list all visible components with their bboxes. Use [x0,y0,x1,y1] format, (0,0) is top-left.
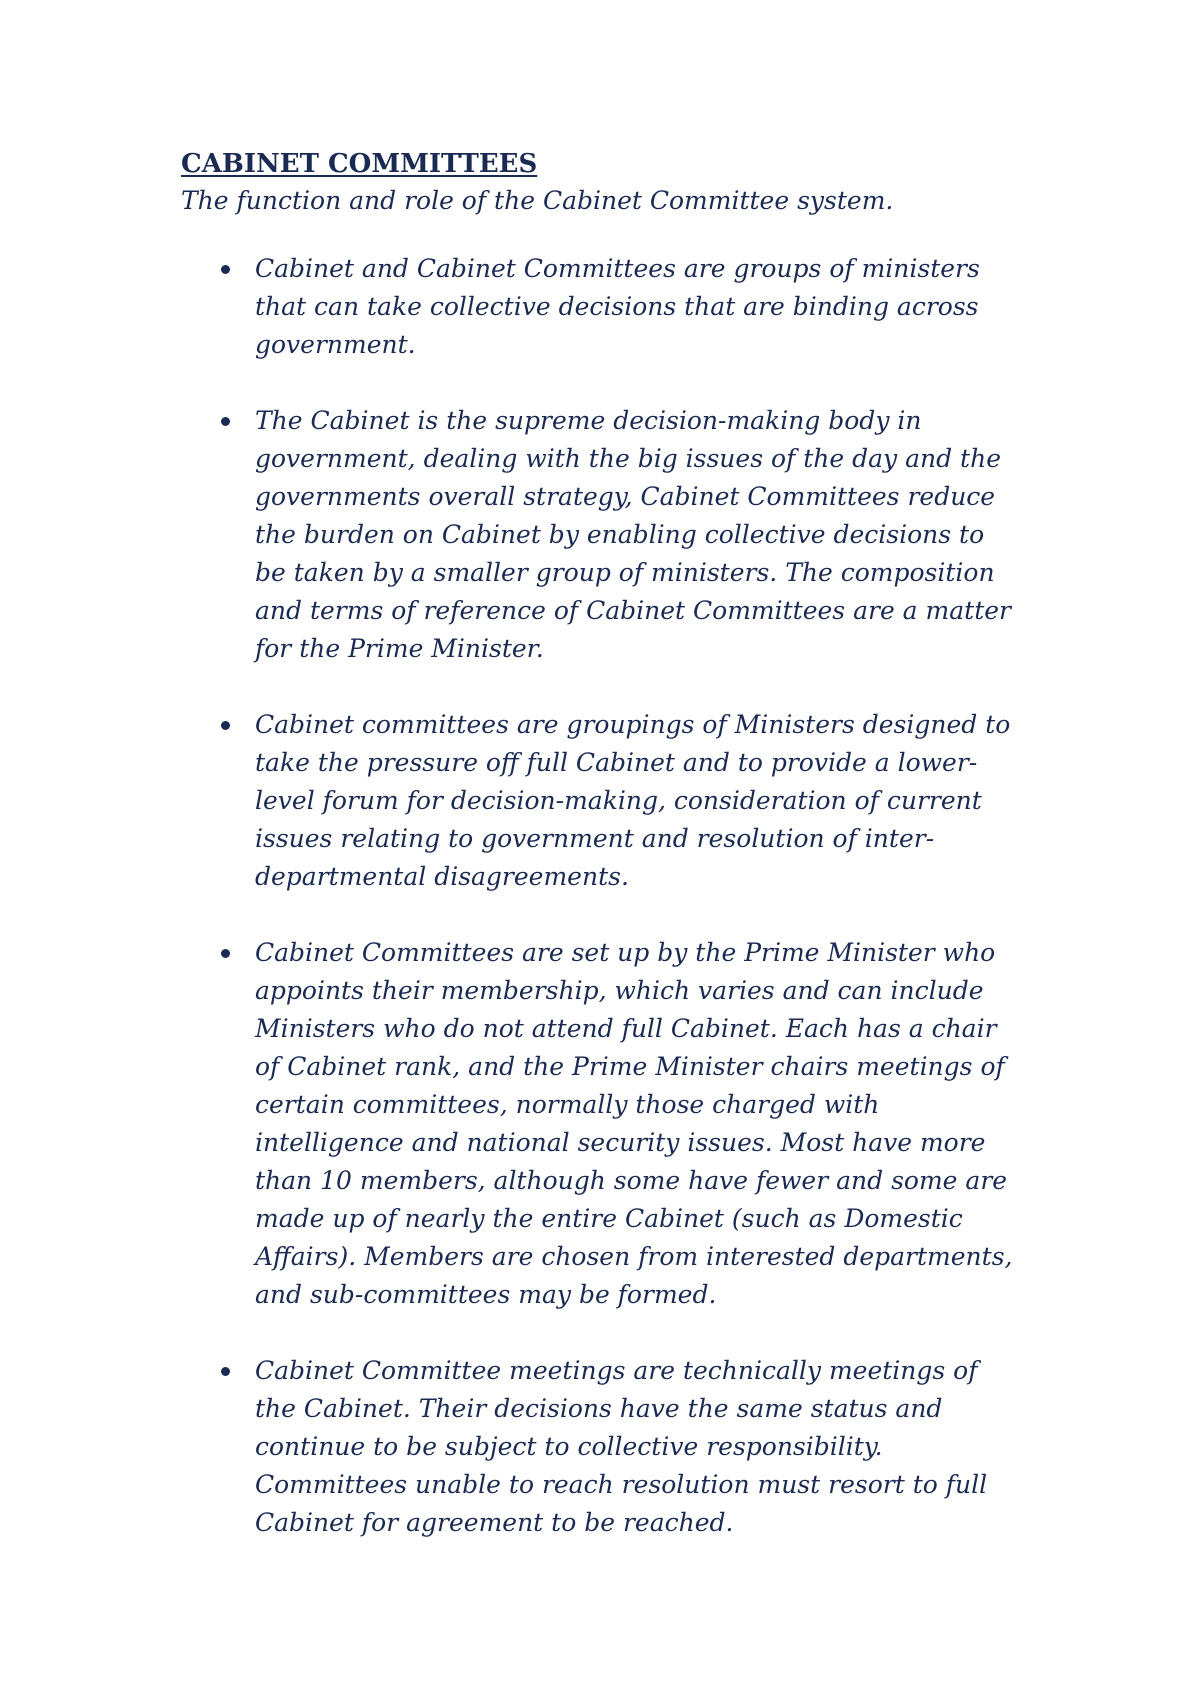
bullet-item [181,706,1020,896]
bullet-text: Cabinet committees are groupings of Ministers designed to take the pressure off full Cabinet and to provide a lower-level forum for decision-making, consideration of current issues relating to government and resolution of inter-departmental disagreements. [255,710,1011,891]
bullet-item [181,402,1020,668]
document-body [181,146,1041,1580]
page-title: CABINET COMMITTEES [181,149,538,179]
bullet-item [181,1352,1020,1542]
bullet-icon [221,721,230,730]
bullet-list [181,250,1041,1542]
bullet-text: Cabinet Committees are set up by the Prime Minister who appoints their membership, which varies and can include Ministers who do not attend full Cabinet. Each has a chair of Cabinet rank, and the Prime Minister chairs meetings of certain committees, normally those charged with intelligence and national security issues. Most have more than 10 members, although some have fewer and some are made up of nearly the entire Cabinet (such as Domestic Affairs). Members are chosen from interested departments, and sub-committees may be formed. [255,938,1013,1309]
page-subtitle: The function and role of the Cabinet Committee system. [181,186,894,215]
bullet-text: Cabinet and Cabinet Committees are groups of ministers that can take collective decisions that are binding across government. [255,254,980,359]
bullet-icon [221,949,230,958]
bullet-item [181,934,1020,1314]
bullet-text: The Cabinet is the supreme decision-making body in government, dealing with the big issues of the day and the governments overall strategy, Cabinet Committees reduce the burden on Cabinet by enabling collective decisions to be taken by a smaller group of ministers. The composition and terms of reference of Cabinet Committees are a matter for the Prime Minister. [255,406,1011,663]
bullet-icon [221,417,230,426]
bullet-icon [221,1367,230,1376]
bullet-item [181,250,1020,364]
bullet-text: Cabinet Committee meetings are technically meetings of the Cabinet. Their decisions have the same status and continue to be subject to collective responsibility. Committees unable to reach resolution must resort to full Cabinet for agreement to be reached. [255,1356,988,1537]
bullet-icon [221,265,230,274]
